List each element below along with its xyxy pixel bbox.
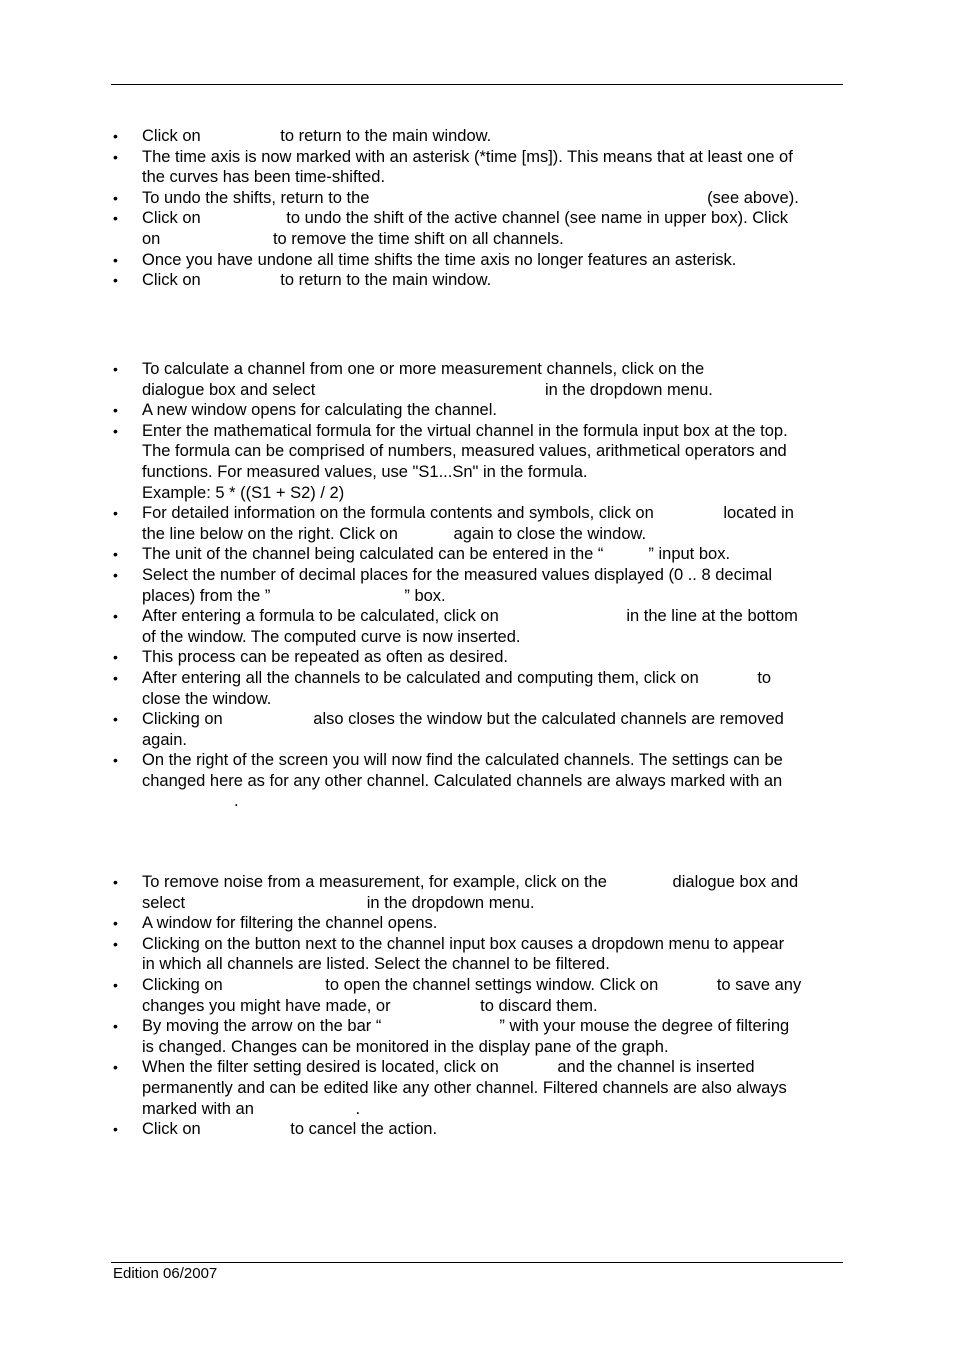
bullet-dot: • xyxy=(113,402,118,419)
list-item-line xyxy=(142,1016,842,1037)
list-item xyxy=(0,606,842,647)
list-item xyxy=(0,1016,842,1057)
list-item-line xyxy=(142,483,842,504)
header-rule xyxy=(111,84,843,85)
text-segment: ” with your mouse the degree of filtering xyxy=(499,1017,790,1036)
text-segment: After entering all the channels to be calculated and computing them, click on xyxy=(142,668,704,687)
bullet-dot: • xyxy=(113,1018,118,1035)
list-item xyxy=(0,872,842,913)
text-segment: of the window. The computed curve is now inserted. xyxy=(142,627,521,646)
list-item-line xyxy=(142,421,842,442)
list-item-line xyxy=(142,975,842,996)
text-segment: The time axis is now marked with an asterisk (*time [ms]). This means that at least one of xyxy=(142,147,793,166)
text-segment: Example: 5 * ((S1 + S2) / 2) xyxy=(142,483,345,502)
list-item xyxy=(0,668,842,709)
text-segment: To undo the shifts, return to the xyxy=(142,188,375,207)
text-segment: After entering a formula to be calculated, click on xyxy=(142,607,504,626)
text-segment: again to close the window. xyxy=(453,524,647,543)
text-segment: Enter the mathematical formula for the virtual channel in the formula input box at the top. xyxy=(142,421,788,440)
text-segment: functions. For measured values, use "S1...Sn" in the formula. xyxy=(142,462,588,481)
text-segment: to xyxy=(757,668,772,687)
list-item xyxy=(0,126,842,147)
list-item-line xyxy=(142,893,842,914)
list-item-line xyxy=(142,791,842,812)
list-item xyxy=(0,975,842,1016)
list-item-line xyxy=(142,647,842,668)
text-segment: Select the number of decimal places for the measured values displayed (0 .. 8 decimal xyxy=(142,565,773,584)
list-item-line xyxy=(142,1119,842,1140)
list-item-line xyxy=(142,689,842,710)
text-segment: Click on xyxy=(142,209,206,228)
text-segment: Once you have undone all time shifts the time axis no longer features an asterisk. xyxy=(142,250,737,269)
list-item xyxy=(0,400,842,421)
text-segment: again. xyxy=(142,730,187,749)
list-item-line xyxy=(142,730,842,751)
footer-edition: Edition 06/2007 xyxy=(113,1265,218,1282)
text-segment: By moving the arrow on the bar “ xyxy=(142,1017,382,1036)
bullet-dot: • xyxy=(113,361,118,377)
text-segment: A window for filtering the channel opens. xyxy=(142,914,438,933)
text-segment: When the filter setting desired is located, click on xyxy=(142,1058,504,1077)
text-segment: To calculate a channel from one or more measurement channels, click on the xyxy=(142,360,705,378)
text-segment: Clicking on the button next to the channel input box causes a dropdown menu to appear xyxy=(142,934,785,953)
list-item xyxy=(0,250,842,271)
text-segment: Clicking on xyxy=(142,975,228,994)
list-item-line xyxy=(142,565,842,586)
bullet-dot: • xyxy=(113,566,118,583)
text-segment: to remove the time shift on all channels. xyxy=(272,229,564,248)
bullet-dot: • xyxy=(113,874,118,890)
text-segment: . xyxy=(234,792,239,811)
text-segment: dialogue box and xyxy=(672,873,799,891)
list-item-line xyxy=(142,750,842,771)
list-item xyxy=(0,188,842,209)
text-segment: on xyxy=(142,229,165,248)
bullet-dot: • xyxy=(113,711,118,728)
list-item xyxy=(0,913,842,934)
text-segment: For detailed information on the formula contents and symbols, click on xyxy=(142,504,659,523)
text-segment: in the dropdown menu. xyxy=(366,893,535,912)
bullet-list-calculate-channel xyxy=(0,359,954,812)
bullet-dot: • xyxy=(113,272,118,289)
bullet-dot: • xyxy=(113,210,118,227)
text-segment: to return to the main window. xyxy=(280,127,492,145)
list-item-line xyxy=(142,709,842,730)
bullet-dot: • xyxy=(113,1059,118,1076)
list-item-line xyxy=(142,544,842,565)
text-segment: to undo the shift of the active channel (see name in upper box). Click xyxy=(286,209,788,228)
text-segment: and the channel is inserted xyxy=(557,1058,755,1077)
list-item xyxy=(0,208,842,249)
text-segment: to save any xyxy=(716,975,802,994)
list-item-line xyxy=(142,913,842,934)
list-item xyxy=(0,1119,842,1140)
list-item-line xyxy=(142,380,842,401)
list-item xyxy=(0,934,842,975)
text-segment: the line below on the right. Click on xyxy=(142,524,403,543)
list-item-line xyxy=(142,462,842,483)
text-segment: . xyxy=(355,1099,361,1118)
bullet-dot: • xyxy=(113,915,118,932)
bullet-dot: • xyxy=(113,669,118,686)
bullet-list-filter-channel xyxy=(0,872,954,1140)
text-segment: On the right of the screen you will now find the calculated channels. The settings can be xyxy=(142,751,783,770)
text-segment: located in xyxy=(723,504,794,523)
text-segment: Click on xyxy=(142,1120,206,1139)
text-segment: A new window opens for calculating the channel. xyxy=(142,401,497,420)
list-item xyxy=(0,544,842,565)
bullet-dot: • xyxy=(113,1121,118,1138)
bullet-dot: • xyxy=(113,422,118,439)
list-item-line xyxy=(142,229,842,250)
bullet-dot: • xyxy=(113,251,118,268)
list-item xyxy=(0,270,842,291)
list-item-line xyxy=(142,503,842,524)
list-item-line xyxy=(142,872,842,893)
text-segment: to open the channel settings window. Click on xyxy=(325,975,663,994)
list-item xyxy=(0,709,842,750)
list-item-line xyxy=(142,400,842,421)
text-segment: To remove noise from a measurement, for example, click on the xyxy=(142,873,612,891)
list-item-line xyxy=(142,627,842,648)
list-item-line xyxy=(142,606,842,627)
text-segment: dialogue box and select xyxy=(142,380,320,399)
list-item xyxy=(0,359,842,400)
text-segment: to cancel the action. xyxy=(290,1120,438,1139)
bullet-dot: • xyxy=(113,752,118,769)
list-item-line xyxy=(142,1057,842,1078)
text-segment: ” box. xyxy=(404,586,446,605)
list-item-line xyxy=(142,126,842,147)
bullet-dot: • xyxy=(113,649,118,666)
text-segment: Click on xyxy=(142,127,206,145)
bullet-dot: • xyxy=(113,976,118,993)
text-segment: changed here as for any other channel. Calculated channels are always marked with an xyxy=(142,771,783,790)
list-item xyxy=(0,1057,842,1119)
list-item-line xyxy=(142,934,842,955)
text-segment: close the window. xyxy=(142,689,272,708)
text-segment: The unit of the channel being calculated can be entered in the “ xyxy=(142,545,604,564)
bullet-dot: • xyxy=(113,505,118,522)
bullet-dot: • xyxy=(113,189,118,206)
list-item-line xyxy=(142,147,842,168)
text-segment: the curves has been time-shifted. xyxy=(142,168,386,187)
text-segment: is changed. Changes can be monitored in the display pane of the graph. xyxy=(142,1037,669,1056)
bullet-dot: • xyxy=(113,128,118,144)
list-item-line xyxy=(142,586,842,607)
text-segment: ” input box. xyxy=(648,545,731,564)
text-segment: also closes the window but the calculated channels are removed xyxy=(313,710,784,729)
list-item xyxy=(0,647,842,668)
list-item xyxy=(0,750,842,812)
bullet-dot: • xyxy=(113,935,118,952)
list-item-line xyxy=(142,359,842,380)
text-segment: to return to the main window. xyxy=(280,271,492,290)
list-item xyxy=(0,147,842,188)
text-segment: in the line at the bottom xyxy=(626,607,798,626)
list-item-line xyxy=(142,208,842,229)
bullet-list-time-shift xyxy=(0,126,954,291)
list-item-line xyxy=(142,771,842,792)
text-segment: This process can be repeated as often as desired. xyxy=(142,648,508,667)
list-item-line xyxy=(142,250,842,271)
text-segment: permanently and can be edited like any other channel. Filtered channels are also always xyxy=(142,1078,787,1097)
text-segment: to discard them. xyxy=(480,996,598,1015)
list-item-line xyxy=(142,1078,842,1099)
text-segment: in the dropdown menu. xyxy=(544,380,713,399)
list-item-line xyxy=(142,1037,842,1058)
text-segment: The formula can be comprised of numbers, measured values, arithmetical operators and xyxy=(142,442,787,461)
list-item-line xyxy=(142,1099,842,1120)
list-item-line xyxy=(142,270,842,291)
text-segment: changes you might have made, or xyxy=(142,996,396,1015)
list-item xyxy=(0,503,842,544)
list-item-line xyxy=(142,954,842,975)
text-segment: Clicking on xyxy=(142,710,228,729)
list-item-line xyxy=(142,441,842,462)
list-item-line xyxy=(142,996,842,1017)
bullet-dot: • xyxy=(113,148,118,165)
text-segment: select xyxy=(142,893,190,912)
text-segment: (see above). xyxy=(707,188,799,207)
bullet-dot: • xyxy=(113,546,118,563)
text-segment: marked with an xyxy=(142,1099,259,1118)
list-item-line xyxy=(142,188,842,209)
bullet-dot: • xyxy=(113,608,118,625)
list-item-line xyxy=(142,524,842,545)
list-item xyxy=(0,565,842,606)
text-segment: in which all channels are listed. Select the channel to be filtered. xyxy=(142,955,610,974)
list-item xyxy=(0,421,842,503)
text-segment: places) from the ” xyxy=(142,586,271,605)
footer-rule xyxy=(111,1262,843,1263)
list-item-line xyxy=(142,668,842,689)
text-segment: Click on xyxy=(142,271,206,290)
list-item-line xyxy=(142,167,842,188)
